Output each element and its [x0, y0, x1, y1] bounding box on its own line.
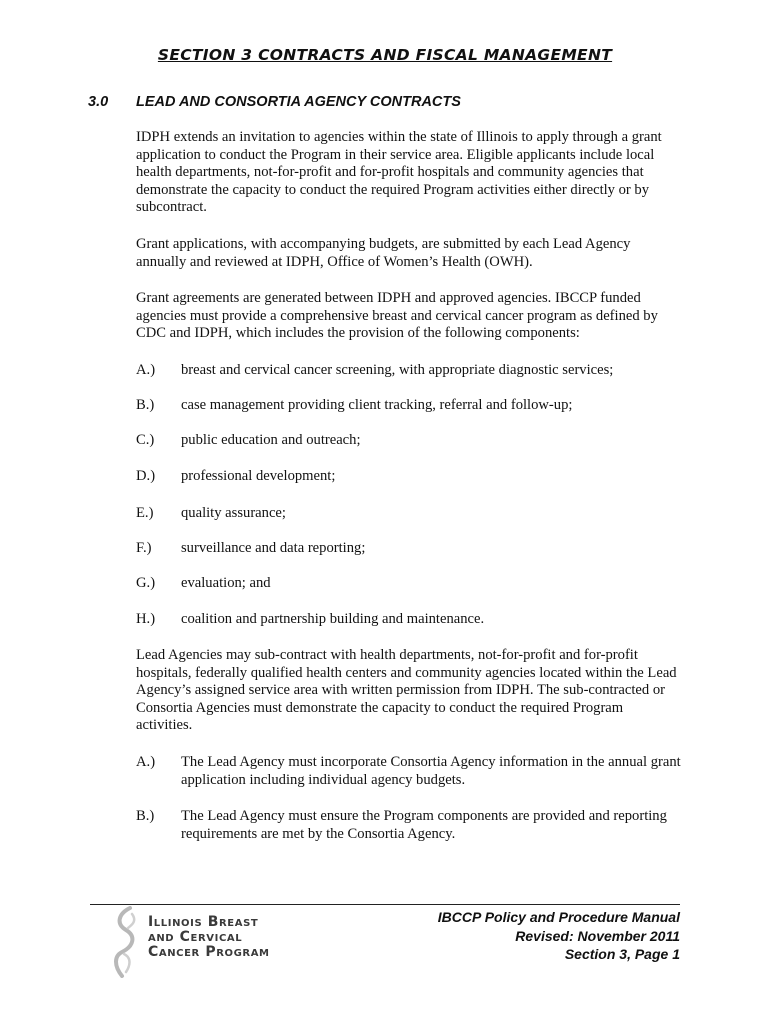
footer-info [438, 908, 680, 964]
paragraph-text: Grant applications, with accompanying budgets, are submitted by each Lead Agency annually and reviewed at IDPH, Office of Women’s Health (OWH). [136, 236, 631, 270]
ribbon-swirl-icon [110, 906, 144, 978]
paragraph-text: Lead Agencies may sub-contract with health departments, not-for-profit and for-profit hospitals, federally qualified health centers and community agencies located within the Lead Agency’s assigned service area with written permission from IDPH. The sub-contracted or Consortia Agencies must demonstrate the capacity to conduct the required Program activities. [136, 647, 677, 734]
heading-number: 3.0 [88, 94, 109, 110]
list-label: E.) [136, 505, 154, 521]
list-label: F.) [136, 540, 152, 556]
list-text: The Lead Agency must ensure the Program components are provided and reporting requirements are met by the Consortia Agency. [181, 808, 667, 842]
list-label: G.) [136, 575, 156, 591]
intro-paragraph [136, 129, 681, 217]
list-label: A.) [136, 362, 156, 378]
section-title: SECTION 3 CONTRACTS AND FISCAL MANAGEMENT [157, 46, 613, 64]
revision-date: Revised: November 2011 [515, 927, 680, 944]
paragraph-text: IDPH extends an invitation to agencies within the state of Illinois to apply through a grant application to conduct the Program in their service area. Eligible applicants include local health departments, not-for-profit and for-profit hospitals and community agencies that demonstrate the capacity to conduct the required Program activities either directly or by subcontract. [136, 129, 662, 216]
program-logo [110, 906, 350, 978]
applications-paragraph [136, 236, 681, 271]
list-label: C.) [136, 432, 155, 448]
list-text: professional development; [181, 468, 336, 484]
list-text: surveillance and data reporting; [181, 540, 366, 556]
list-label: B.) [136, 808, 155, 824]
list-text: coalition and partnership building and maintenance. [181, 611, 485, 627]
list-label: B.) [136, 397, 155, 413]
footer-divider [90, 904, 680, 905]
agreements-paragraph [136, 290, 681, 343]
subcontract-paragraph [136, 647, 681, 735]
list-label: A.) [136, 754, 156, 770]
heading-title: LEAD AND CONSORTIA AGENCY CONTRACTS [136, 94, 461, 110]
list-text: breast and cervical cancer screening, with appropriate diagnostic services; [181, 362, 614, 378]
logo-wordmark: Illinois Breast and Cervical Cancer Program [148, 914, 270, 960]
list-label: H.) [136, 611, 156, 627]
list-text: public education and outreach; [181, 432, 361, 448]
manual-title: IBCCP Policy and Procedure Manual [437, 909, 680, 925]
list-text: case management providing client tracking, referral and follow-up; [181, 397, 573, 413]
page-number: Section 3, Page 1 [564, 946, 680, 962]
list-label: D.) [136, 468, 156, 484]
list-text: The Lead Agency must incorporate Consortia Agency information in the annual grant application including individual agency budgets. [181, 754, 681, 788]
list-text: quality assurance; [181, 505, 286, 521]
list-text: evaluation; and [181, 575, 271, 591]
paragraph-text: Grant agreements are generated between IDPH and approved agencies. IBCCP funded agencies must provide a comprehensive breast and cervical cancer program as defined by CDC and IDPH, which includes the provision of the following components: [136, 290, 658, 342]
